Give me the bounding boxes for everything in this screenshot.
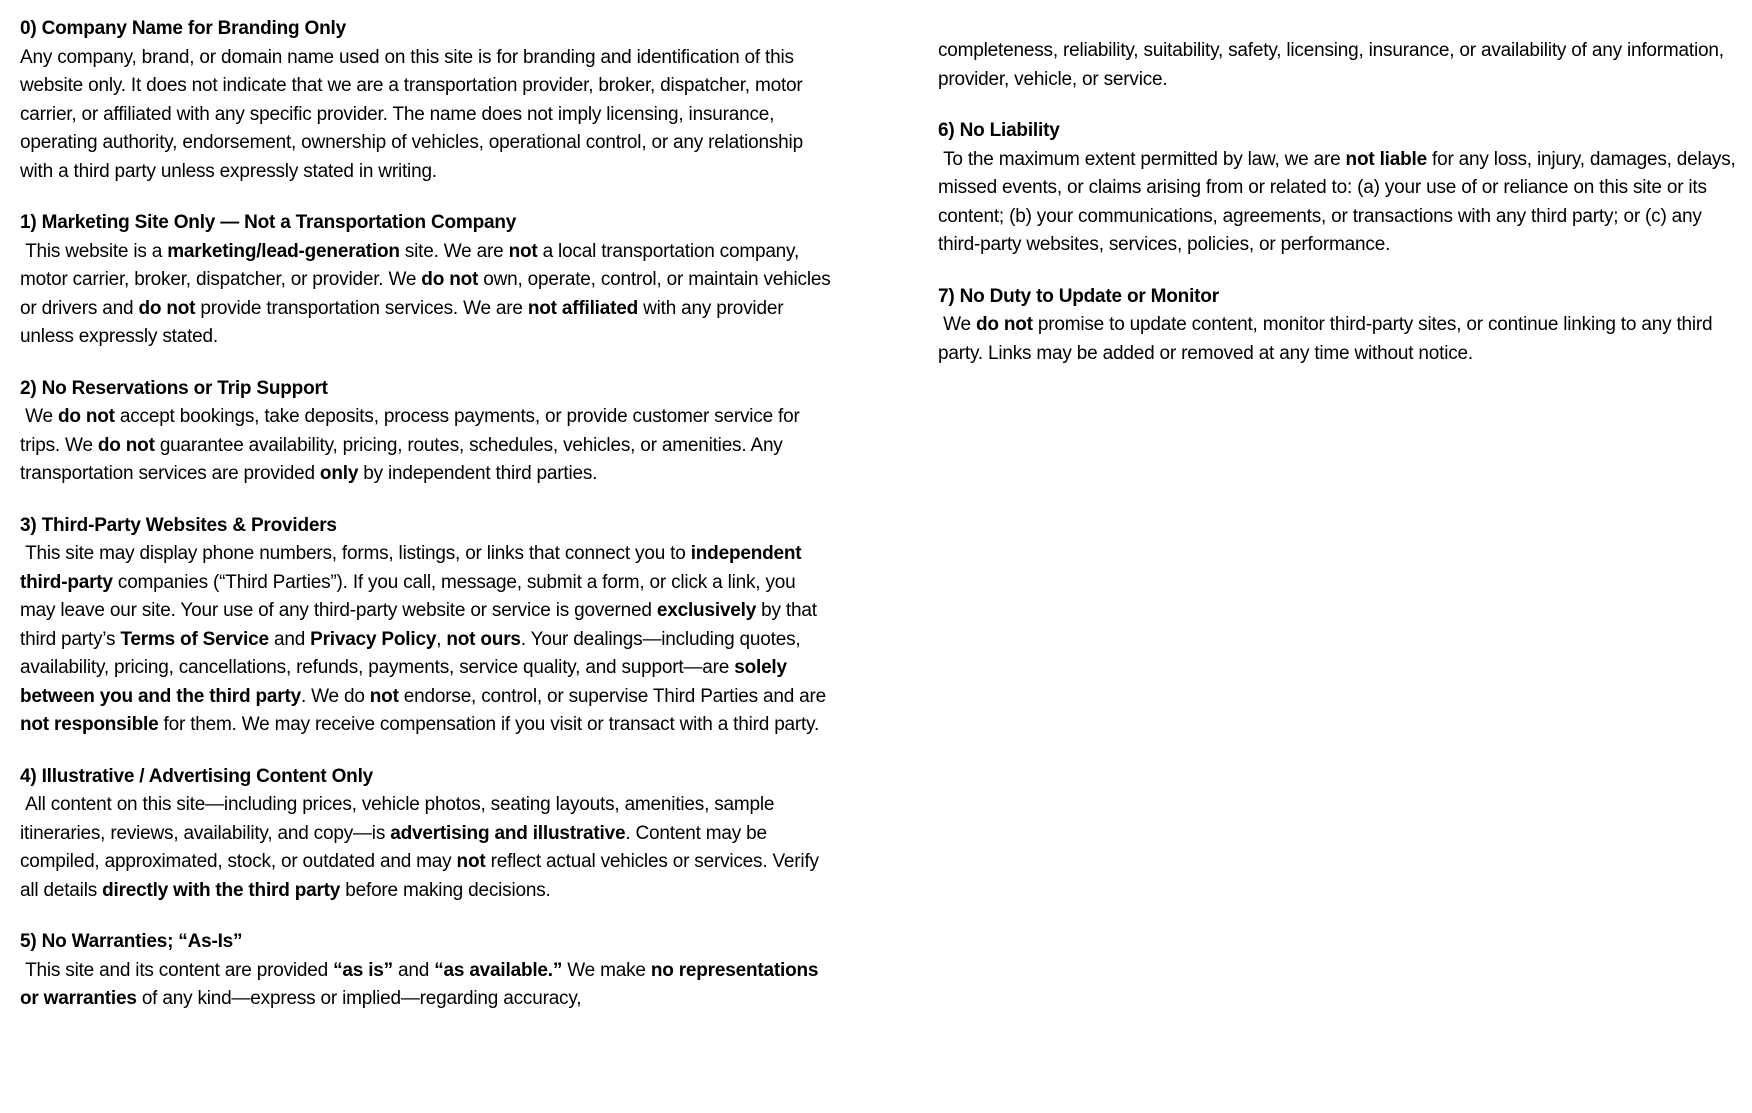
disclaimer-section xyxy=(20,375,832,489)
text-run: only xyxy=(319,463,359,484)
text-run: site. We are xyxy=(399,240,509,262)
text-run: “as available.” xyxy=(434,959,563,981)
text-run: a local transportation company, motor carrier, broker, dispatcher, or provider. We xyxy=(20,240,805,290)
section-paragraph xyxy=(20,791,832,905)
disclaimer-section xyxy=(20,928,832,1014)
text-run: not xyxy=(508,240,538,262)
text-run: not affiliated xyxy=(527,297,639,319)
disclaimer-section xyxy=(20,15,832,186)
text-run: To the maximum extent permitted by law, we are xyxy=(938,148,1346,170)
section-heading: 0) Company Name for Branding Only xyxy=(20,18,346,39)
text-run: for any loss, injury, damages, delays, missed events, or claims arising from or related to: (a) your use of or reliance on this site or its content; (b) your communications, agreements, or transactions with any third party; or (c) any third-party websites, services, policies, or performance. xyxy=(938,148,1741,255)
text-run: We xyxy=(938,314,976,335)
text-run: We make xyxy=(562,959,651,981)
text-run: marketing/lead-generation xyxy=(167,240,400,262)
text-run: no representations or warranties xyxy=(20,959,824,1009)
text-run: provide transportation services. We are xyxy=(195,297,528,319)
text-run: by independent third parties. xyxy=(358,463,598,484)
text-run: of any kind—express or implied—regarding accuracy, xyxy=(136,988,582,1009)
text-run: accept bookings, take deposits, process payments, or provide customer service for trips. We xyxy=(20,406,805,456)
text-run: . Content may be compiled, approximated, stock, or outdated and may xyxy=(20,822,772,872)
text-run: guarantee availability, pricing, routes, schedules, vehicles, or amenities. Any transportation services are provided xyxy=(20,434,788,484)
text-run: exclusively xyxy=(656,600,757,621)
text-run: We xyxy=(20,406,58,427)
text-run: for them. We may receive compensation if you visit or transact with a third party. xyxy=(158,714,820,735)
section-paragraph xyxy=(20,44,832,187)
text-run: do not xyxy=(57,406,115,427)
text-run: do not xyxy=(421,269,479,290)
text-run: not xyxy=(456,851,486,872)
disclaimer-section xyxy=(20,209,836,352)
text-run: All content on this site—including prices, vehicle photos, seating layouts, amenities, sample itineraries, reviews, availability, and copy—is xyxy=(20,794,780,844)
section-paragraph xyxy=(938,37,1740,94)
text-run: promise to update content, monitor third-party sites, or continue linking to any third party. Links may be added or removed at any time without notice. xyxy=(938,314,1718,364)
text-run: This site and its content are provided xyxy=(20,959,334,981)
section-heading: 1) Marketing Site Only — Not a Transportation Company xyxy=(20,212,517,233)
text-run: companies (“Third Parties”). If you call, message, submit a form, or click a link, you may leave our site. Your use of any third-party website or service is governed xyxy=(20,571,801,621)
text-run: independent third-party xyxy=(20,543,807,593)
left-column xyxy=(20,15,836,1014)
text-run: solely between you and the third party xyxy=(20,657,792,707)
section-heading: 6) No Liability xyxy=(938,120,1060,141)
text-run: own, operate, control, or maintain vehicles or drivers and xyxy=(20,269,836,319)
section-paragraph xyxy=(938,311,1740,368)
text-run: completeness, reliability, suitability, safety, licensing, insurance, or availability of any information, provider, vehicle, or service. xyxy=(938,40,1729,90)
text-run: not responsible xyxy=(20,714,159,735)
text-run: not liable xyxy=(1345,148,1427,170)
section-paragraph xyxy=(938,146,1740,260)
section-heading: 5) No Warranties; “As-Is” xyxy=(20,931,243,952)
text-run: and xyxy=(392,959,435,981)
text-run: before making decisions. xyxy=(340,879,551,901)
text-run: Any company, brand, or domain name used on this site is for branding and identification of this website only. It does not indicate that we are a transportation provider, broker, dispatcher, motor carrier, or affiliated with any specific provider. The name does not imply licensing, insurance, operating authority, endorsement, ownership of vehicles, operational control, or any relationship with a third party unless expressly stated in writing. xyxy=(20,46,809,182)
text-run: , xyxy=(436,628,447,650)
text-run: directly with the third party xyxy=(102,879,341,901)
text-run: “as is” xyxy=(333,959,393,981)
text-run: advertising and illustrative xyxy=(390,822,626,844)
text-run: Terms of Service xyxy=(120,628,269,650)
section-heading: 2) No Reservations or Trip Support xyxy=(20,377,328,399)
disclaimer-section xyxy=(938,283,1740,369)
section-heading: 7) No Duty to Update or Monitor xyxy=(938,285,1219,307)
section-paragraph xyxy=(20,238,836,352)
section-heading: 4) Illustrative / Advertising Content Only xyxy=(20,765,374,787)
text-run: not ours xyxy=(446,628,521,650)
text-run: do not xyxy=(975,314,1033,335)
disclaimer-section xyxy=(938,37,1740,94)
disclaimer-section xyxy=(20,763,832,906)
disclaimer-section xyxy=(20,512,832,740)
text-run: reflect actual vehicles or services. Verify all details xyxy=(20,851,824,901)
text-run: . We do xyxy=(300,685,370,707)
section-paragraph xyxy=(20,403,832,489)
text-run: and xyxy=(268,628,311,650)
section-paragraph xyxy=(20,957,832,1014)
text-run: do not xyxy=(97,434,155,456)
text-run: do not xyxy=(138,297,196,319)
text-run: with any provider unless expressly stated. xyxy=(20,297,789,347)
right-column xyxy=(938,15,1740,368)
section-paragraph xyxy=(20,540,832,740)
disclaimer-section xyxy=(938,117,1740,260)
text-run: This site may display phone numbers, forms, listings, or links that connect you to xyxy=(20,543,691,564)
text-run: This website is a xyxy=(20,240,168,262)
text-run: Privacy Policy xyxy=(310,628,437,650)
text-run: endorse, control, or supervise Third Parties and are xyxy=(398,685,832,707)
text-run: not xyxy=(369,685,399,707)
text-run: . Your dealings—including quotes, availability, pricing, cancellations, refunds, payments, service quality, and support—are xyxy=(20,628,806,678)
section-heading: 3) Third-Party Websites & Providers xyxy=(20,514,337,536)
text-run: by that third party’s xyxy=(20,600,822,650)
